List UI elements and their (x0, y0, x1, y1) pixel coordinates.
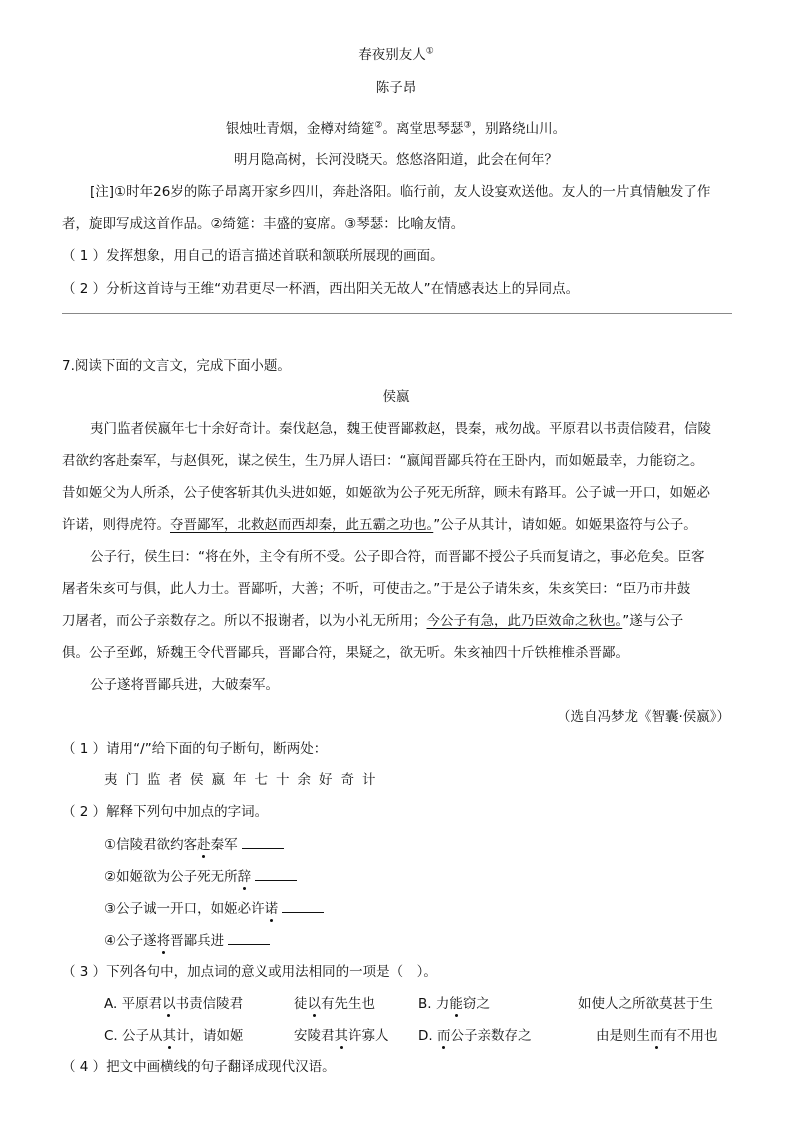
option-d-1[interactable]: D. 而公子亲数存之 (418, 1028, 532, 1044)
poem-title (0, 46, 792, 64)
poem-question-1: （ 1 ）发挥想象，用自己的语言描述首联和颔联所展现的画面。 (62, 248, 444, 264)
poem-note-line-2: 者，旋即写成这首作品。②绮筵：丰盛的宴席。③琴瑟：比喻友情。 (62, 216, 465, 232)
dotted-char: 诺 (264, 901, 279, 917)
poem-line-1: 银烛吐青烟，金樽对绮筵②。离堂思琴瑟③，别路绕山川。 (225, 120, 567, 137)
passage-source: （选自冯梦龙《智囊·侯嬴》） (556, 709, 730, 725)
option-d-2: 由是则生而有不用也 (596, 1028, 718, 1044)
underlined-sentence-2: 今公子有急，此乃臣效命之秋也。 (426, 613, 623, 629)
option-b-2: 如使人之所欲莫甚于生 (578, 996, 713, 1012)
sub-question-3: （ 3 ）下列各句中，加点词的意义或用法相同的一项是（ ）。 (62, 964, 437, 980)
option-b-1[interactable]: B. 力能窃之 (418, 996, 490, 1012)
poem-note-line-1: [注]①时年26岁的陈子昂离开家乡四川，奔赴洛阳。临行前，友人设宴欢送他。友人的一片真情触发了作 (90, 184, 711, 200)
poem-note-ref-2: ② (374, 120, 383, 131)
poem-line-2: 明月隐高树，长河没晓天。悠悠洛阳道，此会在何年？ (234, 152, 558, 168)
poem-title-text: 春夜别友人 (358, 47, 426, 63)
option-c-2: 安陵君其许寡人 (294, 1028, 389, 1044)
passage-p1-line-4: 许诺，则得虎符。夺晋鄙军，北救赵而西却秦，此五霸之功也。”公子从其计，请如姬。如姬果盗符与公子。 (62, 517, 697, 533)
sub-question-2-item-4: ④公子遂将晋鄙兵进 (104, 932, 270, 950)
passage-p1-line-1: 夷门监者侯嬴年七十余好奇计。秦伐赵急，魏王使晋鄙救赵，畏秦，戒勿战。平原君以书责信陵君，信陵 (90, 421, 711, 437)
dotted-char: 以 (162, 996, 176, 1012)
passage-p3: 公子遂将晋鄙兵进，大破秦军。 (90, 677, 279, 693)
sub-question-2: （ 2 ）解释下列句中加点的字词。 (62, 804, 269, 820)
passage-p1-line-3: 昔如姬父为人所杀，公子使客斩其仇头进如姬，如姬欲为公子死无所辞，顾未有路耳。公子诚一开口，如姬必 (62, 485, 710, 501)
passage-p2-line-1: 公子行，侯生曰：“将在外，主令有所不受。公子即合符，而晋鄙不授公子兵而复请之，事必危矣。臣客 (90, 549, 705, 565)
option-c-1[interactable]: C. 公子从其计，请如姬 (104, 1028, 244, 1044)
sub-question-2-item-2: ②如姬欲为公子死无所辞 (104, 868, 297, 886)
answer-blank[interactable] (255, 868, 297, 881)
sub-question-1-text: 夷门监者侯嬴年七十余好奇计 (104, 772, 384, 788)
poem-question-2: （ 2 ）分析这首诗与王维“劝君更尽一杯酒，西出阳关无故人”在情感表达上的异同点。 (62, 281, 580, 297)
dotted-char: 能 (449, 996, 463, 1012)
section-divider (62, 313, 732, 314)
dotted-char: 赴 (197, 837, 211, 853)
passage-p2-line-4: 俱。公子至邺，矫魏王令代晋鄙兵，晋鄙合符，果疑之，欲无听。朱亥袖四十斤铁椎椎杀晋鄙。 (62, 645, 629, 661)
poem-note-ref-3: ③ (463, 120, 472, 131)
dotted-char: 以 (307, 996, 321, 1012)
answer-blank[interactable] (282, 900, 324, 913)
sub-question-4: （ 4 ）把文中画横线的句子翻译成现代汉语。 (62, 1059, 336, 1075)
underlined-sentence-1: 夺晋鄙军，北救赵而西却秦，此五霸之功也。 (170, 517, 434, 533)
passage-title: 侯嬴 (382, 389, 410, 405)
answer-blank[interactable] (228, 932, 270, 945)
sub-question-2-item-3: ③公子诚一开口，如姬必许诺 (104, 900, 324, 918)
sub-question-2-item-1: ①信陵君欲约客赴秦军 (104, 836, 284, 854)
dotted-char: 将 (156, 933, 171, 949)
answer-blank[interactable] (242, 836, 284, 849)
dotted-char: 而 (650, 1028, 664, 1044)
option-a-1[interactable]: A. 平原君以书责信陵君 (104, 996, 244, 1012)
option-a-2: 徒以有先生也 (294, 996, 375, 1012)
sub-question-1: （ 1 ）请用“/”给下面的句子断句，断两处： (62, 741, 328, 757)
poem-title-note: ① (425, 46, 434, 57)
dotted-char: 而 (436, 1028, 451, 1044)
poem-author: 陈子昂 (375, 80, 417, 96)
dotted-char: 辞 (237, 869, 252, 885)
passage-p1-line-2: 君欲约客赴秦军，与赵俱死，谋之侯生，生乃屏人语曰：“嬴闻晋鄙兵符在王卧内，而如姬最幸，力能窃之。 (62, 453, 704, 469)
passage-p2-line-3: 刀屠者，而公子亲数存之。所以不报谢者，以为小礼无所用；今公子有急，此乃臣效命之秋也。”遂与公子 (62, 613, 684, 629)
question-7-intro: 7.阅读下面的文言文，完成下面小题。 (62, 358, 291, 374)
dotted-char: 其 (162, 1028, 177, 1044)
dotted-char: 其 (334, 1028, 348, 1044)
passage-p2-line-2: 屠者朱亥可与俱，此人力士。晋鄙听，大善；不听，可使击之。”于是公子请朱亥，朱亥笑曰：“臣乃市井鼓 (62, 581, 691, 597)
